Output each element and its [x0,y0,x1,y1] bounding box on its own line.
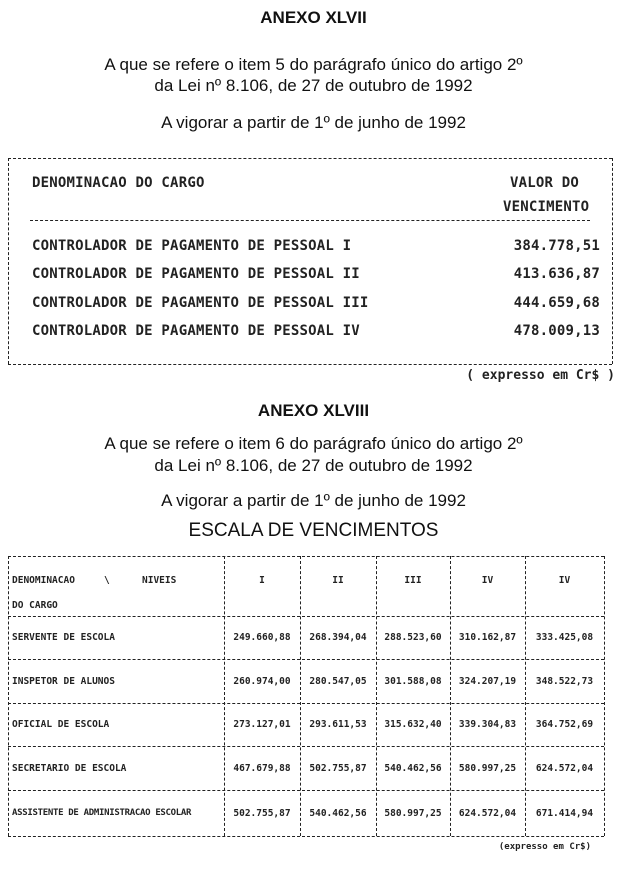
cargo-name: CONTROLADOR DE PAGAMENTO DE PESSOAL IV [32,323,360,339]
table1-row [32,295,600,317]
annex-xlviii-reference-line-1: A que se refere o item 6 do parágrafo único do artigo 2º [104,434,523,453]
table2-cell: 624.572,04 [458,808,517,819]
table2-level-header: IV [558,575,571,586]
table2-cell: 624.572,04 [535,763,594,774]
cargo-value: 413.636,87 [513,266,600,282]
table1-top-border [8,158,612,159]
table2-col-divider [300,556,301,836]
annex-xlviii-reference-line-2: da Lei nº 8.106, de 27 de outubro de 1992 [154,456,473,475]
table2-row-divider [8,790,604,791]
table2-bottom-border [8,836,604,837]
table1-col-denomination: DENOMINACAO DO CARGO [32,175,205,191]
table2-cell: 364.752,69 [535,719,594,730]
table2-cell: 249.660,88 [233,632,291,643]
annex-xlvii-reference-line-2: da Lei nº 8.106, de 27 de outubro de 1992 [154,76,473,95]
table1-row [32,323,600,345]
table2-col-divider [224,556,225,836]
table1-right-border [612,158,613,364]
table2-row-divider [8,746,604,747]
table2-col-divider [525,556,526,836]
table2-cell: 339.304,83 [458,719,517,730]
table2-row-name: SERVENTE DE ESCOLA [12,632,115,643]
table2-col-divider [450,556,451,836]
table2-row-name: ASSISTENTE DE ADMINISTRACAO ESCOLAR [12,808,192,818]
cargo-name: CONTROLADOR DE PAGAMENTO DE PESSOAL I [32,238,352,254]
table2-row-divider [8,616,604,617]
table2-row-name: INSPETOR DE ALUNOS [12,676,115,687]
table1-row [32,238,600,260]
table2-cell: 580.997,25 [384,808,442,819]
table2-cell: 467.679,88 [233,763,291,774]
annex-xlvii-reference-line-1: A que se refere o item 5 do parágrafo único do artigo 2º [104,55,523,74]
table2-cell: 671.414,94 [535,808,594,819]
annex-xlviii-title: ANEXO XLVIII [257,401,370,420]
table2-level-header: II [332,575,344,586]
table2-header-denomination: DENOMINACAO [12,575,75,586]
cargo-name: CONTROLADOR DE PAGAMENTO DE PESSOAL III [32,295,369,311]
table2-col-divider [376,556,377,836]
cargo-name: CONTROLADOR DE PAGAMENTO DE PESSOAL II [32,266,360,282]
table1-left-border [8,158,9,364]
cargo-value: 384.778,51 [513,238,600,254]
table2-cell: 288.523,60 [384,632,442,643]
cargo-value: 478.009,13 [513,323,600,339]
table2-unit-note: (expresso em Cr$) [498,842,591,852]
table2-cell: 502.755,87 [309,763,367,774]
table2-cell: 348.522,73 [535,676,594,687]
table2-cell: 540.462,56 [384,763,442,774]
annex-xlvii-title: ANEXO XLVII [260,8,367,27]
table2-right-border [604,556,605,836]
table2-header-slash: \ [104,575,110,586]
table2-header-cargo: DO CARGO [12,600,58,611]
table2-row-divider [8,703,604,704]
table2-cell: 580.997,25 [458,763,517,774]
annex-xlviii-effective-date: A vigorar a partir de 1º de junho de 1992 [161,491,466,510]
table2-cell: 293.611,53 [309,719,367,730]
table2-cell: 540.462,56 [309,808,367,819]
table2-row-name: SECRETARIO DE ESCOLA [12,763,127,774]
table2-cell: 324.207,19 [458,676,517,687]
table2-header-levels: NIVEIS [142,575,177,586]
table2-cell: 280.547,05 [309,676,367,687]
table2-cell: 333.425,08 [535,632,594,643]
table1-row [32,266,600,288]
annex-xlvii-effective-date: A vigorar a partir de 1º de junho de 1992 [161,113,466,132]
table1-header-divider [30,220,590,221]
table2-top-border [8,556,604,557]
table2-cell: 268.394,04 [309,632,367,643]
table2-row-divider [8,659,604,660]
table2-cell: 273.127,01 [233,719,291,730]
table2-level-header: IV [481,575,494,586]
table2-cell: 502.755,87 [233,808,291,819]
table1-unit-note: ( expresso em Cr$ ) [466,368,615,383]
table2-level-header: III [404,575,422,586]
table2-cell: 315.632,40 [384,719,442,730]
table2-row-name: OFICIAL DE ESCOLA [12,719,110,730]
table2-cell: 260.974,00 [233,676,291,687]
table1-col-value-line2: VENCIMENTO [503,199,590,215]
table1-bottom-border [8,364,612,365]
cargo-value: 444.659,68 [513,295,600,311]
table2-cell: 301.588,08 [384,676,442,687]
table2-level-header: I [259,575,265,586]
table2-left-border [8,556,9,836]
table1-col-value-line1: VALOR DO [510,175,580,191]
table2-cell: 310.162,87 [458,632,517,643]
annex-xlviii-heading: ESCALA DE VENCIMENTOS [188,520,439,541]
